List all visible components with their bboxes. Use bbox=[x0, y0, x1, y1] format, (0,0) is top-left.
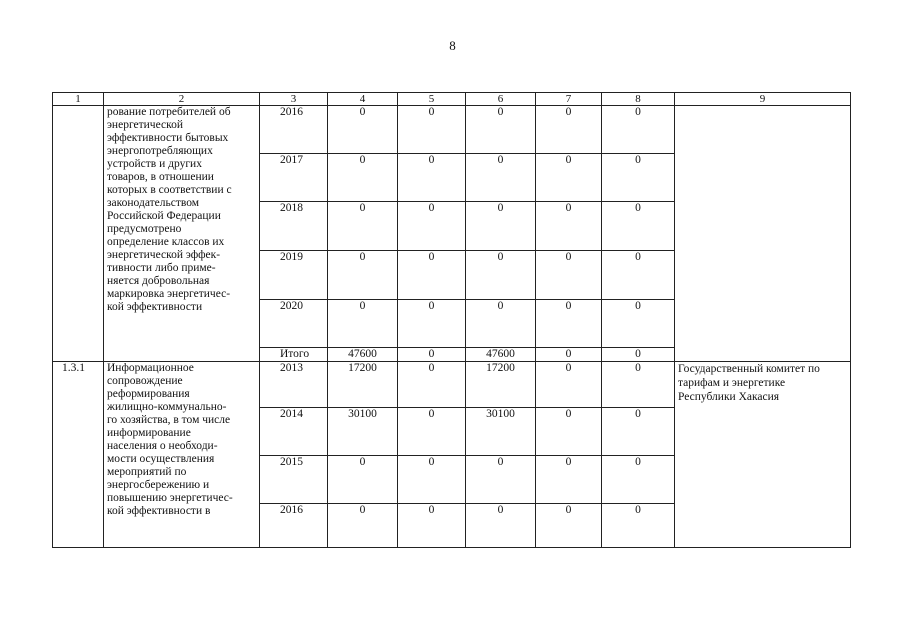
description-line: рование потребителей об bbox=[107, 106, 231, 118]
value-cell: 0 bbox=[328, 504, 398, 548]
value-cell: 0 bbox=[328, 456, 398, 504]
year-cell: 2017 bbox=[260, 154, 328, 202]
program-table bbox=[52, 92, 851, 548]
description-line: эффективности бытовых bbox=[107, 132, 229, 144]
column-number: 4 bbox=[328, 93, 398, 106]
responsible-organization bbox=[675, 106, 851, 362]
item-description bbox=[104, 362, 260, 548]
column-number: 3 bbox=[260, 93, 328, 106]
item-number bbox=[53, 106, 104, 362]
description-line: кой эффективности bbox=[107, 301, 203, 313]
value-cell: 0 bbox=[398, 106, 466, 154]
column-number-row bbox=[53, 93, 851, 106]
value-cell: 30100 bbox=[466, 408, 536, 456]
value-cell: 0 bbox=[466, 251, 536, 300]
description-line: мероприятий по bbox=[107, 466, 187, 478]
year-cell: 2016 bbox=[260, 504, 328, 548]
value-cell: 0 bbox=[328, 202, 398, 251]
description-line: предусмотрено bbox=[107, 223, 182, 235]
value-cell: 0 bbox=[328, 154, 398, 202]
column-number: 5 bbox=[398, 93, 466, 106]
item-description bbox=[104, 106, 260, 362]
value-cell: 0 bbox=[466, 154, 536, 202]
description-line: энергосбережению и bbox=[107, 479, 210, 491]
value-cell: 0 bbox=[398, 504, 466, 548]
value-cell: 0 bbox=[602, 408, 675, 456]
table-row bbox=[53, 362, 851, 408]
value-cell: 0 bbox=[466, 456, 536, 504]
year-cell: 2016 bbox=[260, 106, 328, 154]
value-cell: 0 bbox=[536, 300, 602, 348]
description-line: энергетической bbox=[107, 119, 183, 131]
value-cell: 0 bbox=[466, 106, 536, 154]
description-line: товаров, в отношении bbox=[107, 171, 214, 183]
year-cell: 2020 bbox=[260, 300, 328, 348]
year-cell: 2019 bbox=[260, 251, 328, 300]
responsible-organization bbox=[675, 362, 851, 548]
value-cell: 0 bbox=[398, 300, 466, 348]
column-number: 9 bbox=[675, 93, 851, 106]
value-cell: 17200 bbox=[466, 362, 536, 408]
description-line: жилищно-коммунально- bbox=[107, 401, 227, 413]
value-cell: 0 bbox=[398, 348, 466, 362]
value-cell: 0 bbox=[398, 408, 466, 456]
description-line: няется добровольная bbox=[107, 275, 210, 287]
column-number: 7 bbox=[536, 93, 602, 106]
value-cell: 0 bbox=[536, 456, 602, 504]
description-line: повышению энергетичес- bbox=[107, 492, 233, 504]
value-cell: 47600 bbox=[328, 348, 398, 362]
value-cell: 47600 bbox=[466, 348, 536, 362]
value-cell: 0 bbox=[602, 300, 675, 348]
value-cell: 0 bbox=[602, 456, 675, 504]
value-cell: 0 bbox=[536, 408, 602, 456]
year-cell: 2015 bbox=[260, 456, 328, 504]
value-cell: 0 bbox=[466, 504, 536, 548]
column-number: 2 bbox=[104, 93, 260, 106]
description-line: энергопотребляющих bbox=[107, 145, 213, 157]
description-line: определение классов их bbox=[107, 236, 225, 248]
organization-line: Республики Хакасия bbox=[678, 391, 780, 403]
value-cell: 0 bbox=[602, 362, 675, 408]
year-cell: 2018 bbox=[260, 202, 328, 251]
description-line: информирование bbox=[107, 427, 191, 439]
value-cell: 0 bbox=[328, 300, 398, 348]
value-cell: 0 bbox=[536, 154, 602, 202]
year-cell: 2013 bbox=[260, 362, 328, 408]
value-cell: 0 bbox=[328, 251, 398, 300]
value-cell: 0 bbox=[536, 251, 602, 300]
description-line: населения о необходи- bbox=[107, 440, 218, 452]
value-cell: 0 bbox=[536, 106, 602, 154]
value-cell: 0 bbox=[602, 106, 675, 154]
description-line: которых в соответствии с bbox=[107, 184, 232, 196]
description-line: го хозяйства, в том числе bbox=[107, 414, 231, 426]
value-cell: 0 bbox=[328, 106, 398, 154]
value-cell: 0 bbox=[398, 202, 466, 251]
value-cell: 0 bbox=[466, 300, 536, 348]
value-cell: 0 bbox=[398, 251, 466, 300]
total-label: Итого bbox=[260, 348, 328, 362]
year-cell: 2014 bbox=[260, 408, 328, 456]
value-cell: 0 bbox=[602, 504, 675, 548]
description-line: тивности либо приме- bbox=[107, 262, 216, 274]
description-line: реформирования bbox=[107, 388, 190, 400]
description-line: Российской Федерации bbox=[107, 210, 221, 222]
value-cell: 17200 bbox=[328, 362, 398, 408]
table-row bbox=[53, 106, 851, 154]
description-line: энергетической эффек- bbox=[107, 249, 221, 261]
value-cell: 0 bbox=[398, 362, 466, 408]
value-cell: 0 bbox=[466, 202, 536, 251]
value-cell: 0 bbox=[602, 251, 675, 300]
column-number: 1 bbox=[53, 93, 104, 106]
description-line: устройств и других bbox=[107, 158, 202, 170]
column-number: 6 bbox=[466, 93, 536, 106]
value-cell: 30100 bbox=[328, 408, 398, 456]
page-number: 8 bbox=[449, 38, 456, 53]
value-cell: 0 bbox=[602, 154, 675, 202]
value-cell: 0 bbox=[536, 504, 602, 548]
value-cell: 0 bbox=[536, 348, 602, 362]
value-cell: 0 bbox=[602, 348, 675, 362]
organization-line: тарифам и энергетике bbox=[678, 377, 786, 389]
description-line: Информационное bbox=[107, 362, 194, 374]
value-cell: 0 bbox=[536, 362, 602, 408]
column-number: 8 bbox=[602, 93, 675, 106]
description-line: маркировка энергетичес- bbox=[107, 288, 231, 300]
description-line: мости осуществления bbox=[107, 453, 215, 465]
description-line: законодательством bbox=[107, 197, 200, 209]
organization-line: Государственный комитет по bbox=[678, 363, 820, 375]
description-line: кой эффективности в bbox=[107, 505, 211, 517]
description-line: сопровождение bbox=[107, 375, 183, 387]
value-cell: 0 bbox=[536, 202, 602, 251]
value-cell: 0 bbox=[602, 202, 675, 251]
item-number: 1.3.1 bbox=[53, 362, 104, 548]
value-cell: 0 bbox=[398, 154, 466, 202]
value-cell: 0 bbox=[398, 456, 466, 504]
